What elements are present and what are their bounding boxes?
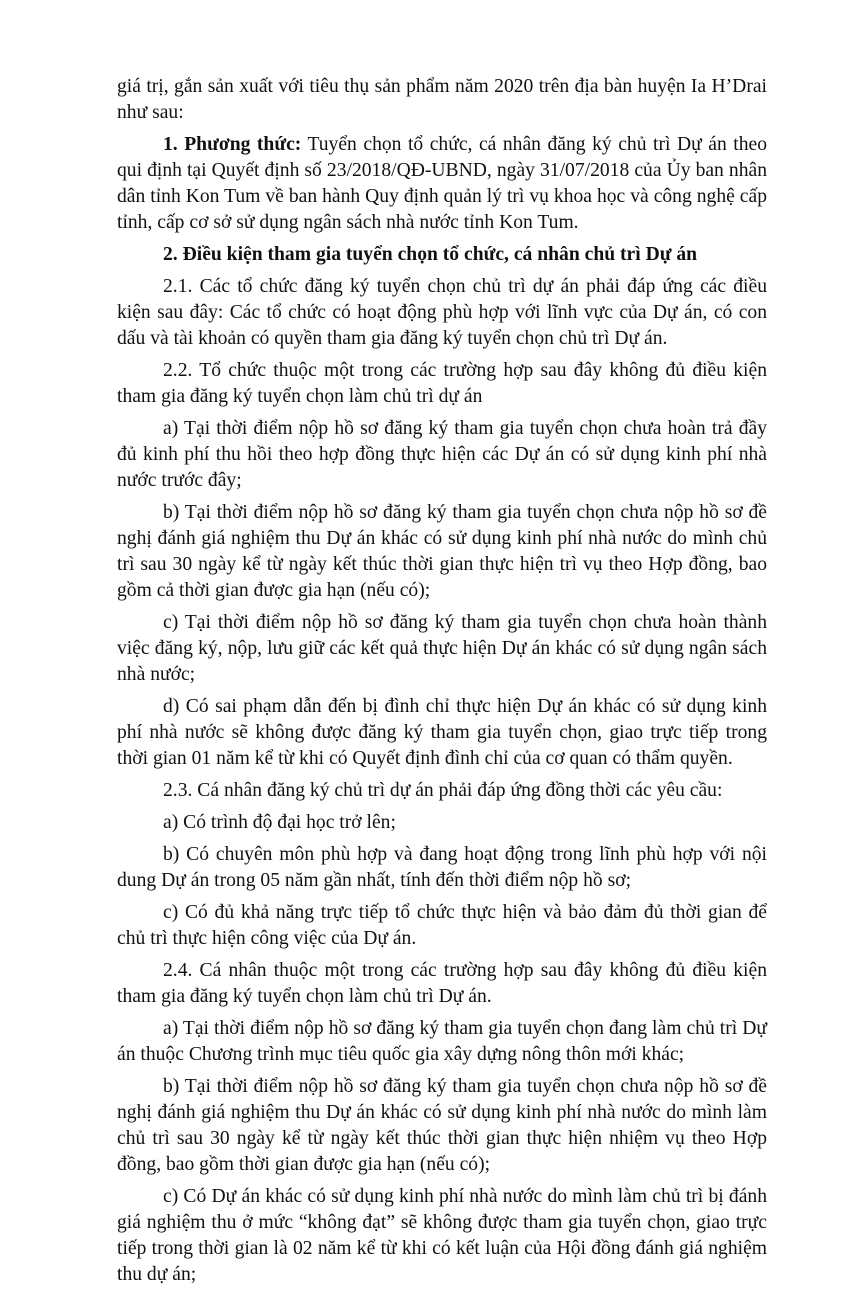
paragraph-2-3-c: c) Có đủ khả năng trực tiếp tổ chức thực hiện và bảo đảm đủ thời gian để chủ trì thực hiện công việc của Dự án. bbox=[117, 902, 767, 949]
paragraph-2-2-a: a) Tại thời điểm nộp hồ sơ đăng ký tham gia tuyển chọn chưa hoàn trả đầy đủ kinh phí thu hồi theo hợp đồng thực hiện các Dự án có sử dụng kinh phí nhà nước trước đây; bbox=[117, 418, 767, 491]
paragraph-2-1: 2.1. Các tổ chức đăng ký tuyển chọn chủ trì dự án phải đáp ứng các điều kiện sau đây: Các tổ chức có hoạt động phù hợp với lĩnh vực của Dự án, có con dấu và tài khoản có quyền tham gia đăng ký tuyển chọn chủ trì Dự án. bbox=[117, 276, 767, 349]
paragraph-2-4-a: a) Tại thời điểm nộp hồ sơ đăng ký tham gia tuyển chọn đang làm chủ trì Dự án thuộc Chương trình mục tiêu quốc gia xây dựng nông thôn mới khác; bbox=[117, 1018, 767, 1065]
section-1-title: 1. Phương thức: bbox=[163, 134, 302, 155]
paragraph-2-2-d: d) Có sai phạm dẫn đến bị đình chỉ thực hiện Dự án khác có sử dụng kinh phí nhà nước sẽ không được đăng ký tham gia tuyển chọn, giao trực tiếp trong thời gian 01 năm kể từ khi có Quyết định đình chỉ của cơ quan có thẩm quyền. bbox=[117, 696, 767, 769]
paragraph-2-3-a: a) Có trình độ đại học trở lên; bbox=[163, 812, 396, 833]
intro-paragraph: giá trị, gắn sản xuất với tiêu thụ sản phẩm năm 2020 trên địa bàn huyện Ia H’Drai như sau: bbox=[117, 76, 767, 123]
paragraph-2-4-b: b) Tại thời điểm nộp hồ sơ đăng ký tham gia tuyển chọn chưa nộp hồ sơ đề nghị đánh giá nghiệm thu Dự án khác có sử dụng kinh phí nhà nước do mình làm chủ trì sau 30 ngày kể từ ngày kết thúc thời gian thực hiện nhiệm vụ theo Hợp đồng, bao gồm thời gian được gia hạn (nếu có); bbox=[117, 1076, 767, 1175]
document-body bbox=[117, 74, 767, 1294]
section-1-text: Tuyển chọn tổ chức, cá nhân đăng ký chủ trì Dự án theo qui định tại Quyết định số 23/2018/QĐ-UBND, ngày 31/07/2018 của Ủy ban nhân dân tỉnh Kon Tum về ban hành Quy định quản lý trì vụ khoa học và công nghệ cấp tỉnh, cấp cơ sở sử dụng ngân sách nhà nước tỉnh Kon Tum. bbox=[117, 134, 768, 233]
paragraph-2-4: 2.4. Cá nhân thuộc một trong các trường hợp sau đây không đủ điều kiện tham gia đăng ký tuyển chọn làm chủ trì Dự án. bbox=[117, 960, 767, 1007]
paragraph-2-2: 2.2. Tổ chức thuộc một trong các trường hợp sau đây không đủ điều kiện tham gia đăng ký tuyển chọn làm chủ trì dự án bbox=[117, 360, 767, 407]
section-1-paragraph bbox=[117, 132, 767, 236]
paragraph-2-2-b: b) Tại thời điểm nộp hồ sơ đăng ký tham gia tuyển chọn chưa nộp hồ sơ đề nghị đánh giá nghiệm thu Dự án khác có sử dụng kinh phí nhà nước do mình chủ trì sau 30 ngày kể từ ngày kết thúc thời gian thực hiện trì vụ theo Hợp đồng, bao gồm cả thời gian được gia hạn (nếu có); bbox=[117, 502, 767, 601]
paragraph-2-4-c: c) Có Dự án khác có sử dụng kinh phí nhà nước do mình làm chủ trì bị đánh giá nghiệm thu ở mức “không đạt” sẽ không được tham gia tuyển chọn, giao trực tiếp trong thời gian là 02 năm kể từ khi có kết luận của Hội đồng đánh giá nghiệm thu dự án; bbox=[117, 1186, 767, 1285]
paragraph-2-3-b: b) Có chuyên môn phù hợp và đang hoạt động trong lĩnh phù hợp với nội dung Dự án trong 05 năm gần nhất, tính đến thời điểm nộp hồ sơ; bbox=[117, 844, 767, 891]
section-2-title: 2. Điều kiện tham gia tuyển chọn tổ chức, cá nhân chủ trì Dự án bbox=[163, 244, 698, 265]
paragraph-2-3: 2.3. Cá nhân đăng ký chủ trì dự án phải đáp ứng đồng thời các yêu cầu: bbox=[163, 780, 723, 801]
paragraph-2-2-c: c) Tại thời điểm nộp hồ sơ đăng ký tham gia tuyển chọn chưa hoàn thành việc đăng ký, nộp, lưu giữ các kết quả thực hiện Dự án khác có sử dụng ngân sách nhà nước; bbox=[117, 612, 767, 685]
